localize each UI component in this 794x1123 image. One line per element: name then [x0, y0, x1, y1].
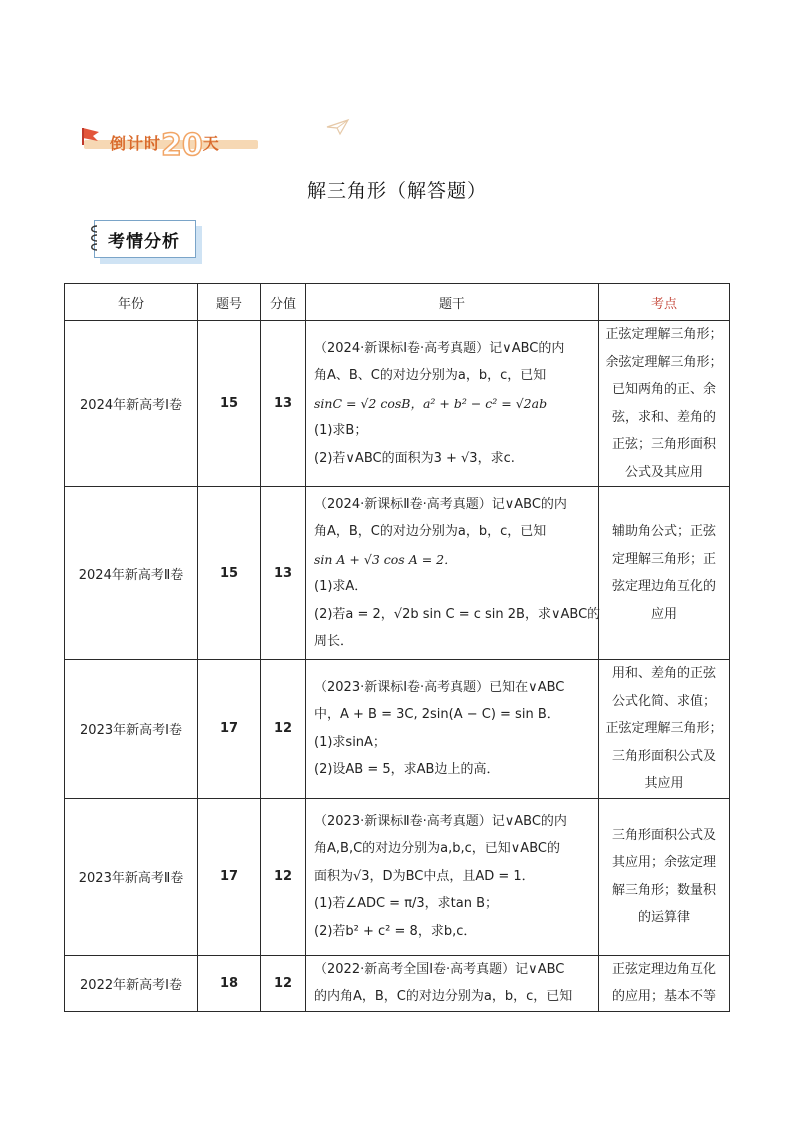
countdown-banner	[80, 118, 280, 163]
stem-cell	[306, 660, 599, 799]
number-cell: 15	[198, 487, 261, 660]
number-cell: 18	[198, 955, 261, 1011]
stem-line: (2)若b² + c² = 8，求b,c．	[314, 923, 477, 939]
section-tag	[94, 220, 202, 264]
stem-line: (1)若∠ADC = π/3，求tan B；	[314, 896, 499, 912]
table-row	[65, 487, 730, 660]
header-stem: 题干	[306, 284, 599, 321]
header-score: 分值	[261, 284, 306, 321]
year-cell: 2023年新高考Ⅰ卷	[65, 660, 198, 799]
paper-plane-icon	[326, 118, 350, 136]
stem-cell	[306, 487, 599, 660]
stem-line: （2024·新课标Ⅰ卷·高考真题）记∨ABC的内	[314, 340, 565, 356]
binder-rings-icon	[88, 224, 100, 254]
year-cell: 2023年新高考Ⅱ卷	[65, 798, 198, 955]
stem-line: 角A、B、C的对边分别为a，b，c，已知	[314, 368, 547, 384]
score-cell: 12	[261, 660, 306, 799]
stem-line: （2022·新高考全国Ⅰ卷·高考真题）记∨ABC	[314, 961, 565, 977]
countdown-number: 20	[161, 128, 203, 163]
stem-line: 的内角A，B，C的对边分别为a，b，c，已知	[314, 989, 573, 1004]
topics-cell: 三角形面积公式及 其应用；余弦定理 解三角形；数量积 的运算律	[599, 798, 730, 955]
score-cell: 13	[261, 321, 306, 487]
topics-cell: 用和、差角的正弦 公式化简、求值； 正弦定理解三角形； 三角形面积公式及 其应用	[599, 660, 730, 799]
stem-line: 角A,B,C的对边分别为a,b,c，已知∨ABC的	[314, 841, 560, 857]
year-cell: 2024年新高考Ⅱ卷	[65, 487, 198, 660]
page-title: 解三角形（解答题）	[306, 180, 487, 202]
table-header-row	[65, 284, 730, 321]
flag-icon	[80, 126, 102, 146]
table-row	[65, 955, 730, 1011]
topics-cell: 正弦定理解三角形； 余弦定理解三角形； 已知两角的正、余 弦，求和、差角的 正弦；三角形面积 公式及其应用	[599, 321, 730, 487]
stem-line: (2)若∨ABC的面积为3 + √3，求c.	[314, 450, 515, 466]
stem-line: (2)若a = 2，√2b sin C = c sin 2B，求∨ABC的	[314, 606, 601, 622]
topics-cell: 正弦定理边角互化 的应用；基本不等	[599, 955, 730, 1011]
stem-line: （2023·新课标Ⅰ卷·高考真题）已知在∨ABC	[314, 679, 565, 695]
table-row	[65, 798, 730, 955]
stem-cell	[306, 955, 599, 1011]
stem-line: sin A + √3 cos A = 2．	[314, 551, 457, 567]
stem-line: 中，A + B = 3C, 2sin(A − C) = sin B．	[314, 707, 560, 723]
exam-analysis-table	[64, 283, 730, 1012]
stem-line: 面积为√3，D为BC中点，且AD = 1．	[314, 868, 535, 884]
stem-line: （2023·新课标Ⅱ卷·高考真题）记∨ABC的内	[314, 813, 567, 829]
number-cell: 17	[198, 660, 261, 799]
header-number: 题号	[198, 284, 261, 321]
score-cell: 12	[261, 798, 306, 955]
stem-line: (1)求A．	[314, 579, 368, 594]
stem-line: 角A，B，C的对边分别为a，b，c，已知	[314, 524, 547, 539]
stem-cell	[306, 321, 599, 487]
stem-line: 周长．	[314, 634, 354, 649]
header-year: 年份	[65, 284, 198, 321]
table-row	[65, 660, 730, 799]
year-cell: 2024年新高考Ⅰ卷	[65, 321, 198, 487]
header-topics: 考点	[599, 284, 730, 321]
section-label: 考情分析	[108, 232, 180, 252]
stem-line: (2)设AB = 5，求AB边上的高．	[314, 762, 500, 778]
topics-cell: 辅助角公式；正弦 定理解三角形；正 弦定理边角互化的 应用	[599, 487, 730, 660]
countdown-label: 倒计时20天	[110, 128, 220, 163]
score-cell: 13	[261, 487, 306, 660]
stem-line: （2024·新课标Ⅱ卷·高考真题）记∨ABC的内	[314, 496, 567, 512]
table-row	[65, 321, 730, 487]
number-cell: 17	[198, 798, 261, 955]
number-cell: 15	[198, 321, 261, 487]
year-cell: 2022年新高考Ⅰ卷	[65, 955, 198, 1011]
stem-cell	[306, 798, 599, 955]
stem-line: sinC = √2 cosB，a² + b² − c² = √2ab	[314, 395, 548, 411]
stem-line: (1)求B；	[314, 423, 368, 439]
score-cell: 12	[261, 955, 306, 1011]
stem-line: (1)求sinA；	[314, 734, 386, 750]
